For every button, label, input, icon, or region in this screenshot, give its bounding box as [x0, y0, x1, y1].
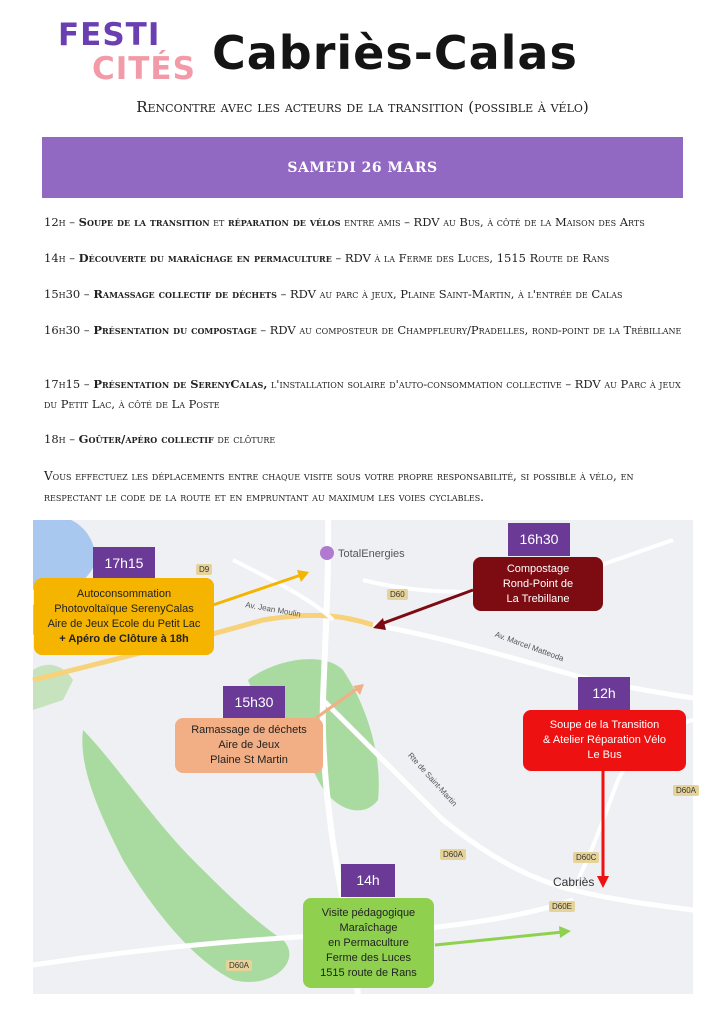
day-banner [42, 137, 683, 198]
place-label-totalenergies: TotalEnergies [338, 548, 405, 560]
stop-line: Maraîchage [339, 921, 398, 934]
stop-line: & Atelier Réparation Vélo [543, 734, 666, 746]
stop-line: Ferme des Luces [326, 951, 411, 964]
stop-card-soupe [523, 710, 686, 771]
street-label: Rte de Saint-Martin [406, 750, 459, 809]
stop-card-ramassage [175, 718, 323, 773]
stop-line: Visite pédagogique [321, 906, 416, 919]
schedule-time: 12h – [44, 215, 79, 229]
logo-line-2: CITÉS [92, 51, 196, 87]
schedule-time: 15h30 – [44, 287, 94, 301]
stop-time-badge: 12h [578, 677, 630, 710]
schedule-activity: Présentation de SerenyCalas, [93, 377, 268, 391]
road-badge: D60A [440, 849, 466, 860]
schedule-time: 16h30 – [44, 323, 94, 337]
schedule-time: 17h15 – [44, 377, 94, 391]
schedule-item [44, 429, 689, 449]
arrow-line [435, 932, 563, 945]
schedule-item [44, 320, 689, 340]
schedule-activity: Ramassage collectif de déchets [93, 287, 277, 301]
stop-line: Aire de Jeux [218, 739, 280, 751]
day-label: SAMEDI 26 MARS [287, 159, 438, 176]
road-badge: D60E [549, 901, 575, 912]
schedule-item [44, 374, 689, 414]
schedule-text: – RDV au composteur de Champfleury/Pradelles, rond-point de la Trébillane [256, 323, 682, 337]
road-badge: D60 [387, 589, 408, 600]
schedule-activity: Découverte du maraîchage en permaculture [78, 251, 332, 265]
schedule-text: l'installation solaire d'auto-consommation collective – RDV au Parc à jeux du Petit Lac, à côté de La Poste [44, 377, 681, 411]
road-badge: D60A [673, 785, 699, 796]
stop-card-compostage [473, 557, 603, 611]
fuel-station-marker [320, 546, 334, 560]
travel-notice: Vous effectuez les déplacements entre chaque visite sous votre propre responsabilité, si possible à vélo, en respectant le code de la route et en empruntant au maximum les voies cyclables. [44, 469, 634, 504]
schedule-text: entre amis – RDV au Bus, à côté de la Maison des Arts [340, 215, 645, 229]
festicites-logo [58, 18, 198, 88]
route-map [33, 520, 697, 994]
arrow-head [559, 926, 571, 938]
schedule-text: – RDV à la Ferme des Luces, 1515 Route de Rans [331, 251, 610, 265]
stop-line: Rond-Point de [502, 577, 574, 590]
schedule-activity: Soupe de la transition [78, 215, 210, 229]
stop-line: Autoconsommation [76, 587, 172, 600]
stop-line: + Apéro de Clôture à 18h [59, 632, 189, 645]
schedule-item [44, 212, 689, 232]
stop-line: Plaine St Martin [210, 754, 288, 766]
schedule-activity: Présentation du compostage [93, 323, 257, 337]
street-label: Av. Jean Moulin [244, 600, 302, 619]
schedule-activity: Goûter/apéro collectif [78, 432, 214, 446]
schedule-text: – RDV au parc à jeux, Plaine Saint-Martin, à l'entrée de Calas [276, 287, 623, 301]
stop-time-badge: 16h30 [508, 523, 570, 556]
schedule-text: de clôture [213, 432, 276, 446]
stop-time-badge: 14h [341, 864, 395, 897]
schedule-text: et [209, 215, 229, 229]
page-title: Cabriès-Calas [212, 26, 578, 80]
stop-line: en Permaculture [328, 936, 409, 949]
logo-line-1: FESTI [58, 17, 161, 53]
stop-line: 1515 route de Rans [320, 966, 417, 979]
schedule-activity: réparation de vélos [228, 215, 341, 229]
road-badge: D9 [196, 564, 212, 575]
stop-card-serenycalas [34, 578, 214, 655]
street-label: Av. Marcel Matteoda [493, 629, 565, 664]
stop-time-badge: 15h30 [223, 686, 285, 719]
stop-line: Ramassage de déchets [191, 724, 307, 736]
stop-line: Aire de Jeux Ecole du Petit Lac [47, 617, 201, 630]
page-subtitle: Rencontre avec les acteurs de la transition (possible à vélo) [136, 98, 589, 116]
stop-line: Le Bus [587, 749, 622, 761]
stop-line: Photovoltaïque SerenyCalas [54, 602, 194, 615]
stop-line: La Trebillane [506, 592, 570, 605]
road-line [373, 625, 693, 698]
road-badge: D60A [226, 960, 252, 971]
arrow-head [597, 876, 609, 888]
schedule-item [44, 284, 689, 304]
stop-card-maraichage [303, 898, 434, 988]
stop-line: Soupe de la Transition [549, 719, 660, 731]
schedule-time: 14h – [44, 251, 79, 265]
place-label-cabries: Cabriès [553, 875, 595, 889]
schedule-item [44, 248, 689, 268]
stop-line: Compostage [506, 562, 570, 575]
road-badge: D60C [573, 852, 599, 863]
stop-time-badge: 17h15 [93, 547, 155, 580]
schedule-time: 18h – [44, 432, 79, 446]
